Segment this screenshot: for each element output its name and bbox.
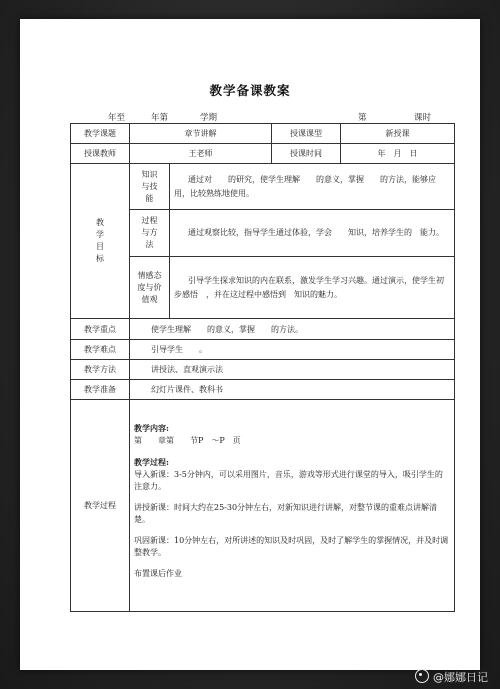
teacher-label: 授课教师	[71, 144, 130, 164]
key-label: 教学重点	[71, 319, 130, 340]
lesson-plan-table	[70, 123, 455, 612]
goal-attitude-text: 引导学生探求知识的内在联系，激发学生学习兴趣。通过演示，使学生初步感悟 ，并在这过程中感悟到 知识的魅力。	[170, 257, 455, 319]
process-lecture: 讲授新课：时间大约在25-30分钟左右，对新知识进行讲解，对整节课的重难点讲解清楚。	[134, 503, 438, 524]
time-label: 授课时间	[272, 144, 341, 164]
method-value: 讲授法、直观演示法	[130, 360, 455, 380]
content-heading: 教学内容:	[134, 423, 169, 433]
prep-label: 教学准备	[71, 380, 130, 400]
meta-lesson: 课时	[414, 113, 432, 123]
key-value: 使学生理解 的意义，掌握 的方法。	[130, 319, 455, 340]
process-content	[130, 400, 455, 612]
time-value: 年 月 日	[341, 144, 455, 164]
goal-knowledge-text: 通过对 的研究，使学生理解 的意义，掌握 的方法，能够应用，比较熟练地使用。	[170, 164, 455, 210]
goal-process-label: 过程与方法	[130, 210, 170, 257]
goal-label: 教学目标	[71, 164, 130, 319]
topic-label: 教学课题	[71, 124, 130, 144]
meta-year-no: 年第	[151, 113, 169, 123]
process-review: 巩固新课：10分钟左右，对所讲述的知识及时巩固，及时了解学生的掌握情况，并及时调整教学。	[134, 536, 449, 557]
meta-semester: 学期	[200, 113, 218, 123]
process-label: 教学过程	[71, 400, 130, 612]
process-intro: 导入新课：3-5分钟内，可以采用图片，音乐，游戏等形式进行课堂的导入，吸引学生的注意力。	[134, 470, 443, 491]
process-homework: 布置课后作业	[134, 569, 182, 578]
meta-no: 第	[358, 113, 367, 123]
meta-year-to: 年至	[108, 113, 126, 123]
watermark-logo-icon	[415, 669, 429, 683]
difficulty-value: 引导学生 。	[130, 340, 455, 360]
type-value: 新授课	[341, 124, 455, 144]
goal-attitude-label: 情感态度与价值观	[130, 257, 170, 319]
topic-value: 章节讲解	[130, 124, 272, 144]
teacher-value: 王老师	[130, 144, 272, 164]
watermark	[415, 669, 488, 685]
page-title: 教学备课教案	[209, 83, 291, 98]
method-label: 教学方法	[71, 360, 130, 380]
goal-knowledge-label: 知识与技能	[130, 164, 170, 210]
type-label: 授课课型	[272, 124, 341, 144]
lesson-plan-paper	[20, 19, 480, 670]
goal-process-text: 通过观察比较，指导学生通过体验，学会 知识，培养学生的 能力。	[170, 210, 455, 257]
content-line: 第 章第 节P ～P 页	[134, 436, 241, 445]
process-heading: 教学过程:	[134, 457, 169, 467]
prep-value: 幻灯片课件、教科书	[130, 380, 455, 400]
difficulty-label: 教学难点	[71, 340, 130, 360]
watermark-text: @娜娜日记	[433, 671, 488, 684]
